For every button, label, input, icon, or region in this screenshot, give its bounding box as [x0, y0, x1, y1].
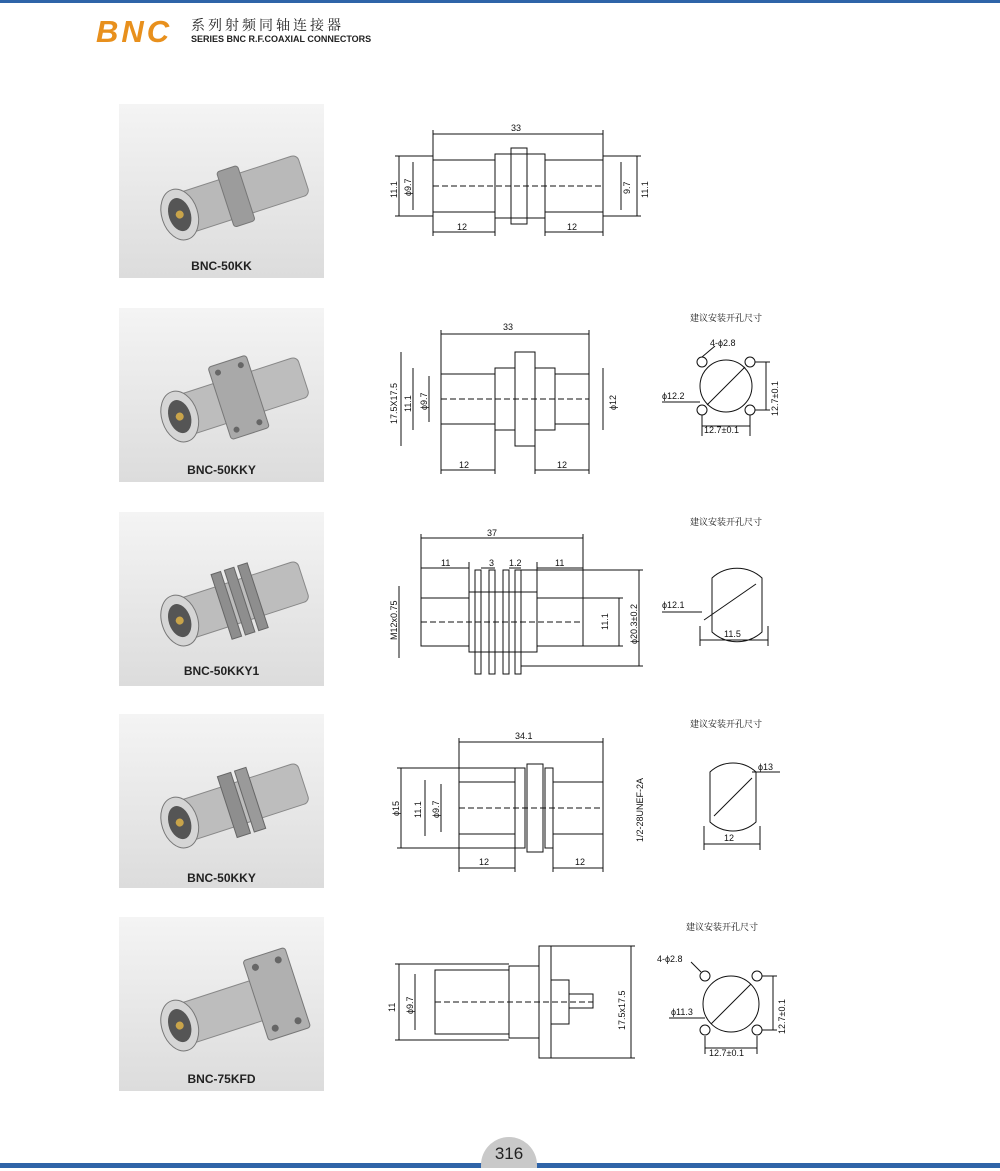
cutout-holes: 4-ϕ2.8: [657, 954, 683, 964]
cutout-pitch-v: 12.7±0.1: [770, 381, 780, 416]
dim-height: 11.1: [403, 395, 413, 412]
product-photo-bnc-50kky: [119, 308, 324, 482]
product-photo-bnc-50kky1: [119, 512, 324, 686]
cutout-drawing: [655, 950, 795, 1065]
install-hint: 建议安装开孔尺寸: [690, 517, 763, 527]
cutout-flat: 12: [724, 833, 735, 843]
dim-height-left: 11.1: [389, 181, 399, 198]
dim-height: 11: [387, 1002, 397, 1012]
dim-right-len: 12: [567, 222, 578, 232]
drawing-bnc-50kky: [385, 318, 635, 478]
cutout-bnc-50kky: [660, 336, 790, 446]
dim-thread: 1/2-28UNEF-2A: [635, 777, 645, 842]
dim-length: 33: [503, 322, 514, 332]
dim-dia-right: 9.7: [622, 181, 632, 194]
cutout-dia: ϕ13: [758, 762, 774, 772]
dim-dia: ϕ9.7: [419, 392, 429, 410]
dim-flange: 17.5X17.5: [389, 382, 399, 424]
cutout-pitch-h: 12.7±0.1: [709, 1048, 744, 1058]
dim-left-len: 12: [457, 222, 468, 232]
drawing-bnc-75kfd: [385, 940, 645, 1070]
cutout-drawing: [690, 760, 800, 852]
cutout-flat: 11.5: [724, 629, 741, 639]
dim-dia-outer: ϕ15: [391, 800, 401, 816]
cutout-bnc-75kfd: [655, 950, 795, 1065]
cutout-holes: 4-ϕ2.8: [710, 338, 736, 348]
dimension-drawing: [385, 318, 635, 478]
dim-thread: M12x0.75: [389, 600, 399, 640]
install-hint: 建议安装开孔尺寸: [686, 922, 759, 932]
dim-flange: 17.5x17.5: [617, 990, 627, 1030]
dim-dia-left: ϕ9.7: [403, 178, 413, 196]
dim-mid-b: 1.2: [509, 558, 522, 568]
cutout-center: ϕ11.3: [671, 1007, 693, 1017]
cutout-drawing: [660, 336, 790, 446]
cutout-dia: ϕ12.1: [662, 600, 685, 610]
dimension-drawing: [385, 940, 645, 1070]
drawing-bnc-50kky1: [385, 526, 655, 676]
dim-length: 37: [487, 528, 498, 538]
product-photo-bnc-50kky-2: [119, 714, 324, 888]
connector-image: [119, 714, 324, 888]
dim-right-len: 11: [555, 558, 565, 568]
cutout-drawing: [660, 556, 790, 656]
product-name: BNC-50KKY: [187, 871, 256, 885]
series-title-en: SERIES BNC R.F.COAXIAL CONNECTORS: [191, 34, 372, 44]
cutout-center: ϕ12.2: [662, 391, 685, 401]
install-hint: 建议安装开孔尺寸: [690, 313, 763, 323]
connector-image: [119, 512, 324, 686]
dimension-drawing: [385, 728, 665, 878]
dim-dia: ϕ9.7: [431, 800, 441, 818]
dimension-drawing: [385, 526, 655, 676]
dim-height-right: 11.1: [640, 181, 650, 198]
dim-left-len: 11: [441, 558, 451, 568]
cutout-bnc-50kky1: [660, 556, 790, 656]
connector-image: [119, 308, 324, 482]
dim-dia: ϕ9.7: [405, 996, 415, 1014]
dim-nut: ϕ20.3±0.2: [629, 603, 639, 644]
drawing-bnc-50kky-2: [385, 728, 665, 878]
product-name: BNC-50KKY: [187, 463, 256, 477]
product-photo-bnc-50kk: [119, 104, 324, 278]
product-name: BNC-50KKY1: [183, 664, 260, 678]
connector-image: [119, 104, 324, 278]
install-hint: 建议安装开孔尺寸: [690, 719, 763, 729]
series-title-cn: 系列射频同轴连接器: [191, 17, 344, 33]
dim-left-len: 12: [459, 460, 470, 470]
dim-mid-a: 3: [489, 558, 495, 568]
cutout-pitch-h: 12.7±0.1: [704, 425, 739, 435]
dimension-drawing: [385, 120, 675, 250]
cutout-bnc-50kky-2: [690, 760, 800, 852]
cutout-pitch-v: 12.7±0.1: [777, 999, 787, 1034]
dim-left-len: 12: [479, 857, 490, 867]
drawing-bnc-50kk: [385, 120, 675, 250]
dim-height: 11.1: [413, 801, 423, 818]
dim-right-len: 12: [575, 857, 586, 867]
dim-height: 11.1: [600, 613, 610, 630]
product-name: BNC-50KK: [191, 259, 252, 273]
connector-image: [119, 917, 324, 1091]
dim-right-len: 12: [557, 460, 568, 470]
top-rule: [0, 0, 1000, 3]
product-photo-bnc-75kfd: [119, 917, 324, 1091]
product-name: BNC-75KFD: [187, 1072, 256, 1086]
brand-logo: BNC: [96, 14, 173, 49]
dim-length: 34.1: [515, 731, 533, 741]
dim-length: 33: [511, 123, 522, 133]
dim-dia-right: ϕ12: [608, 394, 618, 410]
page-number: 316: [481, 1137, 537, 1168]
